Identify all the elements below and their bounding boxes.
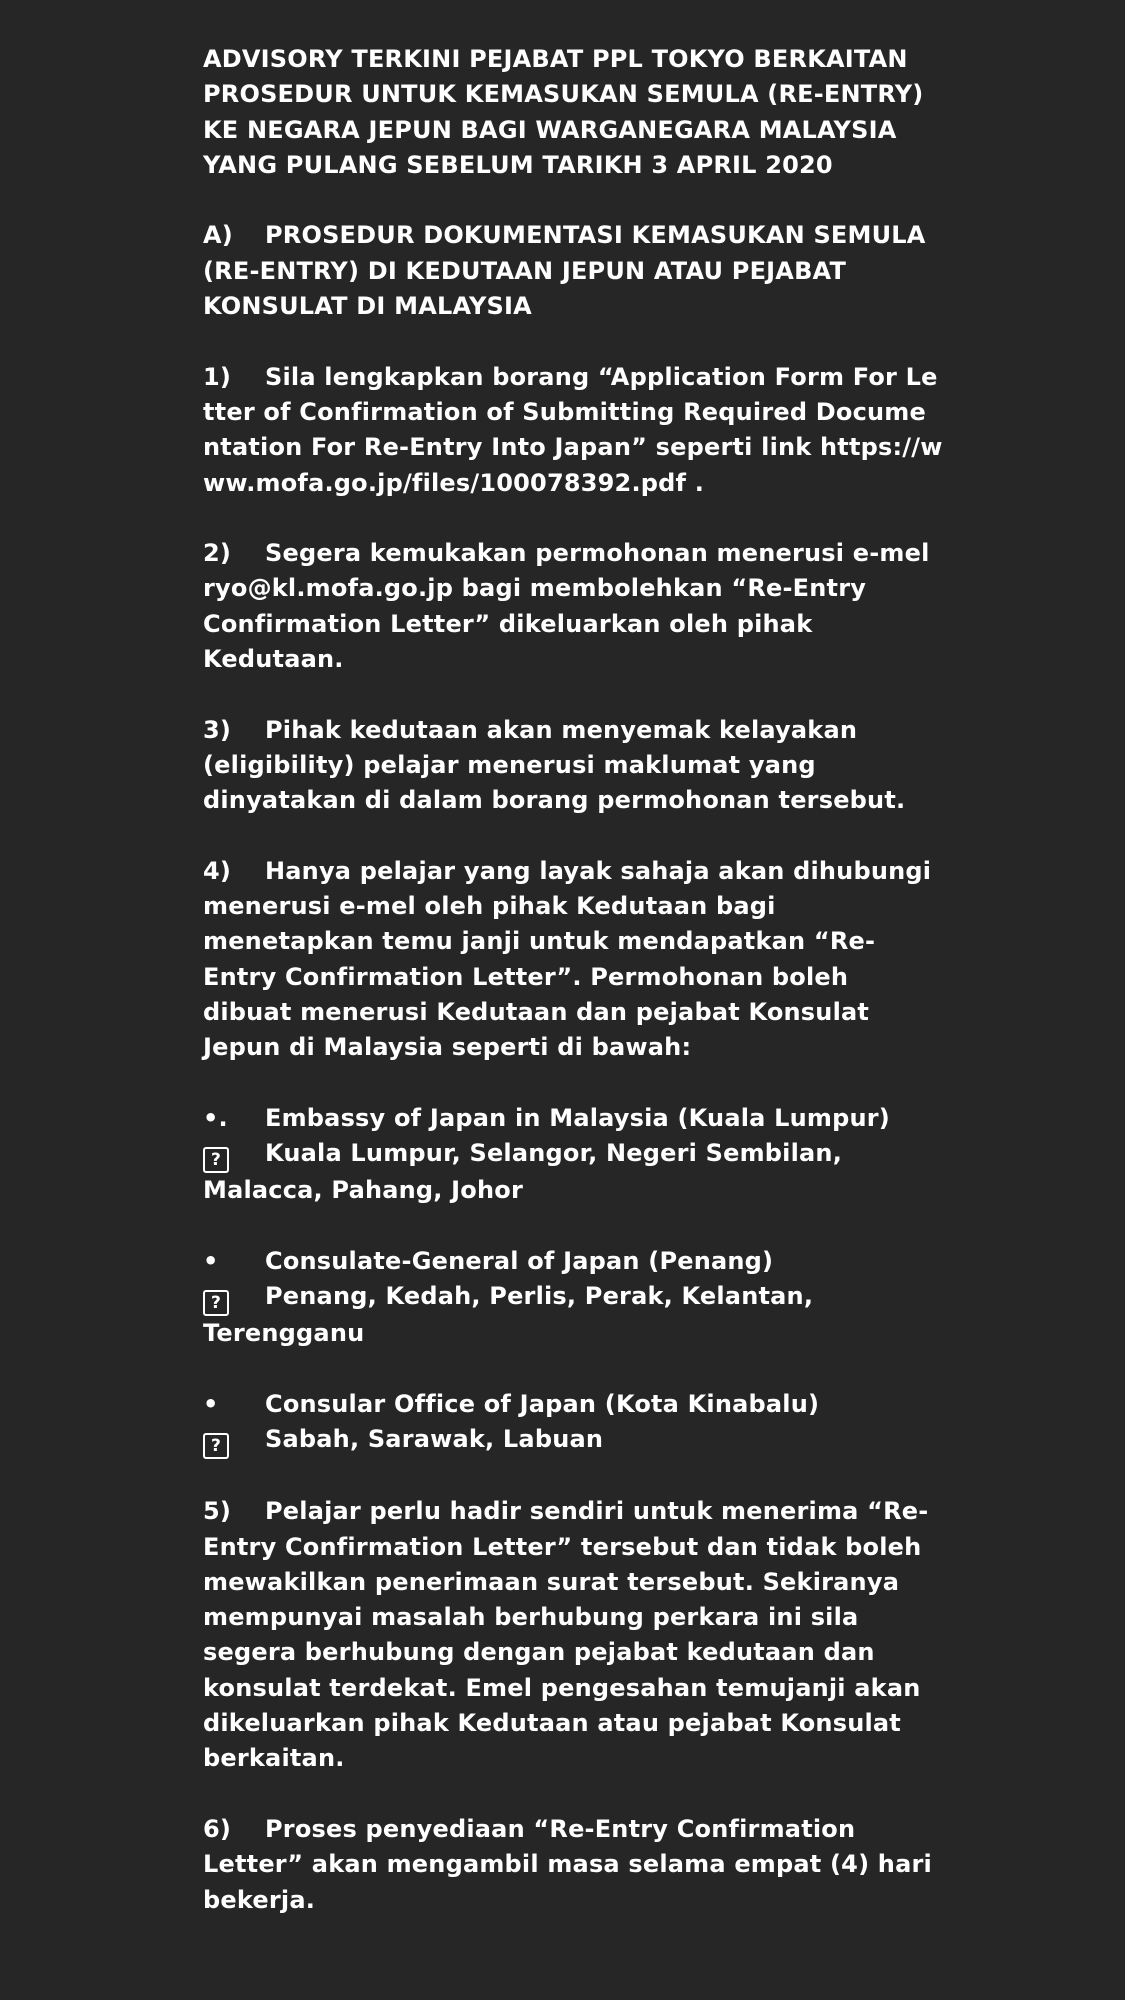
office-item bbox=[203, 1244, 943, 1352]
office-areas: Sabah, Sarawak, Labuan bbox=[265, 1424, 604, 1453]
step-item bbox=[203, 713, 943, 819]
step-number: 5) bbox=[203, 1497, 232, 1526]
step-number: 2) bbox=[203, 539, 232, 568]
office-areas-line bbox=[203, 1279, 943, 1351]
office-name-line bbox=[203, 1101, 943, 1136]
missing-glyph-icon: ? bbox=[203, 1433, 229, 1459]
section-heading-text: PROSEDUR DOKUMENTASI KEMASUKAN SEMULA (RE-ENTRY) DI KEDUTAAN JEPUN ATAU PEJABAT KONSULAT DI MALAYSIA bbox=[203, 221, 926, 321]
step-text: Pihak kedutaan akan menyemak kelayakan (eligibility) pelajar menerusi maklumat yang dinyatakan di dalam borang permohonan tersebut. bbox=[203, 715, 906, 815]
bullet-icon: •. bbox=[203, 1103, 228, 1132]
office-name: Consular Office of Japan (Kota Kinabalu) bbox=[265, 1389, 820, 1418]
step-item bbox=[203, 854, 943, 1066]
step-item bbox=[203, 536, 943, 677]
step-text: Proses penyediaan “Re-Entry Confirmation Letter” akan mengambil masa selama empat (4) hari bekerja. bbox=[203, 1814, 932, 1914]
step-number: 3) bbox=[203, 715, 232, 744]
office-name: Consulate-General of Japan (Penang) bbox=[265, 1246, 774, 1275]
missing-glyph-icon: ? bbox=[203, 1290, 229, 1316]
office-areas-line bbox=[203, 1136, 943, 1208]
step-text: Sila lengkapkan borang “Application Form For Letter of Confirmation of Submitting Required Documentation For Re-Entry Into Japan” seperti link https://www.mofa.go.jp/files/100078392.pdf . bbox=[203, 362, 943, 497]
step-text: Hanya pelajar yang layak sahaja akan dihubungi menerusi e-mel oleh pihak Kedutaan bagi menetapkan temu janji untuk mendapatkan “Re-Entry Confirmation Letter”. Permohonan boleh dibuat menerusi Kedutaan dan pejabat Konsulat Jepun di Malaysia seperti di bawah: bbox=[203, 856, 932, 1062]
section-marker: A) bbox=[203, 221, 233, 250]
office-item bbox=[203, 1101, 943, 1209]
office-areas: Penang, Kedah, Perlis, Perak, Kelantan, Terengganu bbox=[203, 1282, 814, 1348]
step-number: 4) bbox=[203, 856, 232, 885]
bullet-icon: • bbox=[203, 1389, 219, 1418]
advisory-document bbox=[203, 42, 943, 1953]
document-title: ADVISORY TERKINI PEJABAT PPL TOKYO BERKAITAN PROSEDUR UNTUK KEMASUKAN SEMULA (RE-ENTRY) KE NEGARA JEPUN BAGI WARGANEGARA MALAYSIA YANG PULANG SEBELUM TARIKH 3 APRIL 2020 bbox=[203, 45, 924, 179]
step-number: 1) bbox=[203, 362, 232, 391]
step-item bbox=[203, 360, 943, 501]
step-text: Pelajar perlu hadir sendiri untuk menerima “Re-Entry Confirmation Letter” tersebut dan tidak boleh mewakilkan penerimaan surat tersebut. Sekiranya mempunyai masalah berhubung perkara ini sila segera berhubung dengan pejabat kedutaan dan konsulat terdekat. Emel pengesahan temujanji akan dikeluarkan pihak Kedutaan atau pejabat Konsulat berkaitan. bbox=[203, 1497, 929, 1773]
office-name-line bbox=[203, 1387, 943, 1422]
step-number: 6) bbox=[203, 1814, 232, 1843]
office-areas: Kuala Lumpur, Selangor, Negeri Sembilan, Malacca, Pahang, Johor bbox=[203, 1139, 843, 1205]
section-a-heading bbox=[203, 218, 943, 324]
office-item bbox=[203, 1387, 943, 1459]
office-name-line bbox=[203, 1244, 943, 1279]
step-item bbox=[203, 1812, 943, 1918]
missing-glyph-icon: ? bbox=[203, 1147, 229, 1173]
office-areas-line bbox=[203, 1422, 943, 1459]
office-name: Embassy of Japan in Malaysia (Kuala Lumpur) bbox=[265, 1103, 890, 1132]
bullet-icon: • bbox=[203, 1246, 219, 1275]
step-item bbox=[203, 1494, 943, 1776]
step-text: Segera kemukakan permohonan menerusi e-mel ryo@kl.mofa.go.jp bagi membolehkan “Re-Entry Confirmation Letter” dikeluarkan oleh pihak Kedutaan. bbox=[203, 539, 930, 674]
